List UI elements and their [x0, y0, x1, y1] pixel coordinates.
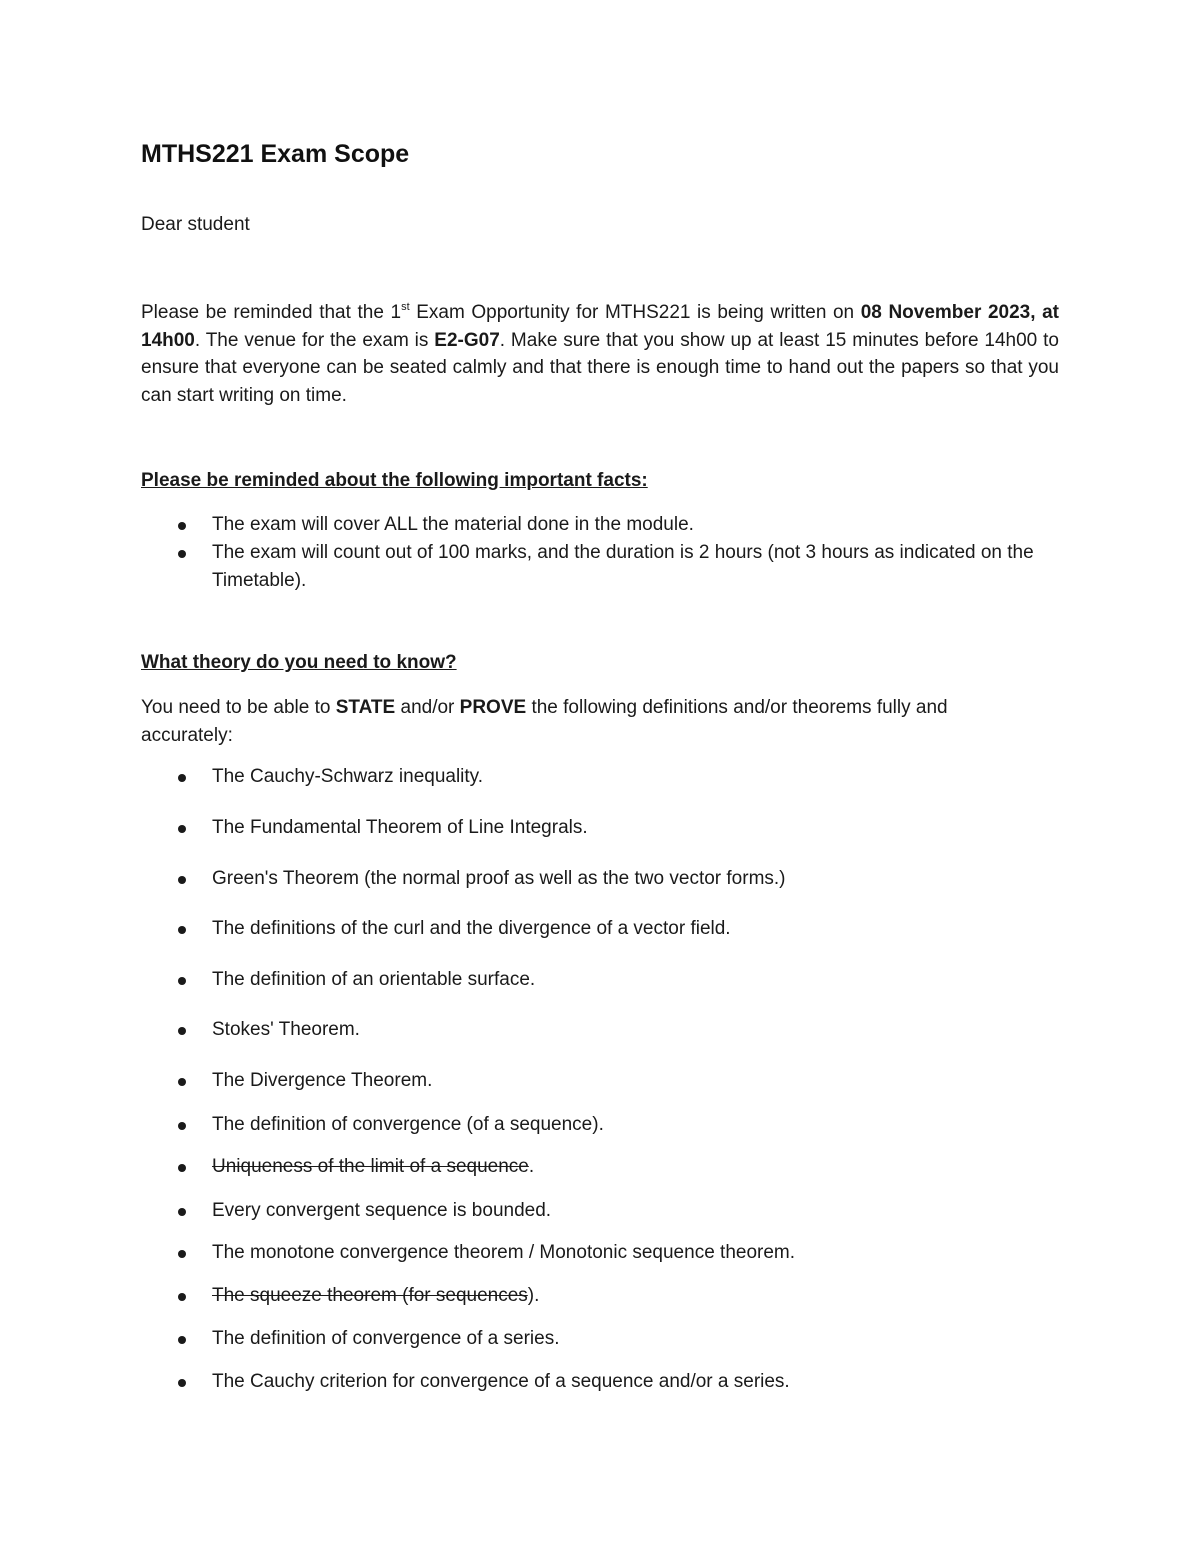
notice-text-2: Exam Opportunity for MTHS221 is being written on — [409, 302, 861, 323]
bullet-icon — [178, 1379, 186, 1387]
bullet-icon — [178, 1250, 186, 1258]
list-item-text: Every convergent sequence is bounded. — [212, 1200, 552, 1221]
list-item-text: The exam will count out of 100 marks, and the duration is 2 hours (not 3 hours as indicated on the Timetable). — [212, 542, 1034, 591]
list-item — [141, 816, 588, 840]
list-item — [141, 917, 731, 941]
list-item-suffix: . — [528, 1156, 535, 1177]
notice-text-3: . The venue for the exam is — [194, 329, 435, 351]
list-item — [141, 968, 535, 992]
theory-intro-paragraph — [141, 694, 1041, 749]
intro-text-3: the following definitions and/or theorems fully and accurately: — [141, 697, 948, 746]
list-item-text: The Cauchy-Schwarz inequality. — [212, 766, 484, 787]
bullet-icon — [178, 550, 186, 558]
list-item — [141, 1113, 604, 1137]
list-item-text: The definitions of the curl and the divergence of a vector field. — [212, 918, 731, 939]
list-item-text: The exam will cover ALL the material done in the module. — [212, 514, 694, 535]
list-item-text: The Divergence Theorem. — [212, 1070, 433, 1091]
list-item-text: The definition of convergence (of a sequence). — [212, 1114, 604, 1135]
notice-text-1: Please be reminded that the 1 — [141, 302, 402, 323]
state-keyword: STATE — [335, 697, 396, 718]
prove-keyword: PROVE — [459, 697, 527, 718]
exam-notice-paragraph — [141, 299, 1059, 409]
bullet-icon — [178, 977, 186, 985]
list-item-suffix: ). — [527, 1285, 540, 1306]
page-title: MTHS221 Exam Scope — [141, 140, 410, 168]
ordinal-suffix: st — [401, 300, 410, 313]
list-item — [141, 1069, 432, 1093]
bullet-icon — [178, 1293, 186, 1301]
list-item — [141, 1199, 551, 1223]
list-item — [141, 765, 483, 789]
list-item-text: Stokes' Theorem. — [212, 1019, 360, 1040]
greeting: Dear student — [141, 214, 250, 235]
bullet-icon — [178, 825, 186, 833]
facts-list — [141, 511, 1059, 595]
bullet-icon — [178, 1208, 186, 1216]
list-item-text: The monotone convergence theorem / Monotonic sequence theorem. — [212, 1242, 796, 1263]
bullet-icon — [178, 1078, 186, 1086]
bullet-icon — [178, 522, 186, 530]
exam-date: 08 November 2023, at 14h00 — [141, 302, 1059, 351]
intro-text-2: and/or — [395, 697, 460, 718]
bullet-icon — [178, 876, 186, 884]
bullet-icon — [178, 1027, 186, 1035]
intro-text-1: You need to be able to — [141, 697, 336, 718]
list-item — [141, 539, 1059, 595]
list-item-text: The definition of convergence of a series. — [212, 1328, 560, 1349]
list-item — [141, 1370, 790, 1394]
list-item-text: The Cauchy criterion for convergence of a sequence and/or a series. — [212, 1371, 790, 1392]
facts-heading: Please be reminded about the following important facts: — [141, 470, 648, 491]
list-item — [141, 511, 1059, 539]
list-item — [141, 1241, 795, 1265]
list-item-text: The Fundamental Theorem of Line Integrals. — [212, 817, 588, 838]
exam-venue: E2-G07 — [434, 329, 500, 351]
bullet-icon — [178, 926, 186, 934]
list-item — [141, 867, 786, 891]
theory-heading: What theory do you need to know? — [141, 652, 457, 673]
notice-text-4: . Make sure that you show up at least 15 minutes before 14h00 to ensure that everyone can be seated calmly and that there is enough time to hand out the papers so that you can start writing on time. — [141, 329, 1059, 406]
bullet-icon — [178, 1164, 186, 1172]
bullet-icon — [178, 774, 186, 782]
list-item-text: Green's Theorem (the normal proof as well as the two vector forms.) — [212, 868, 786, 889]
struck-text: The squeeze theorem (for sequences — [212, 1285, 528, 1306]
list-item — [141, 1155, 534, 1179]
list-item — [141, 1327, 559, 1351]
bullet-icon — [178, 1336, 186, 1344]
list-item — [141, 1018, 360, 1042]
list-item-text: The definition of an orientable surface. — [212, 969, 536, 990]
struck-text: Uniqueness of the limit of a sequence — [212, 1156, 529, 1177]
list-item — [141, 1284, 539, 1308]
bullet-icon — [178, 1122, 186, 1130]
